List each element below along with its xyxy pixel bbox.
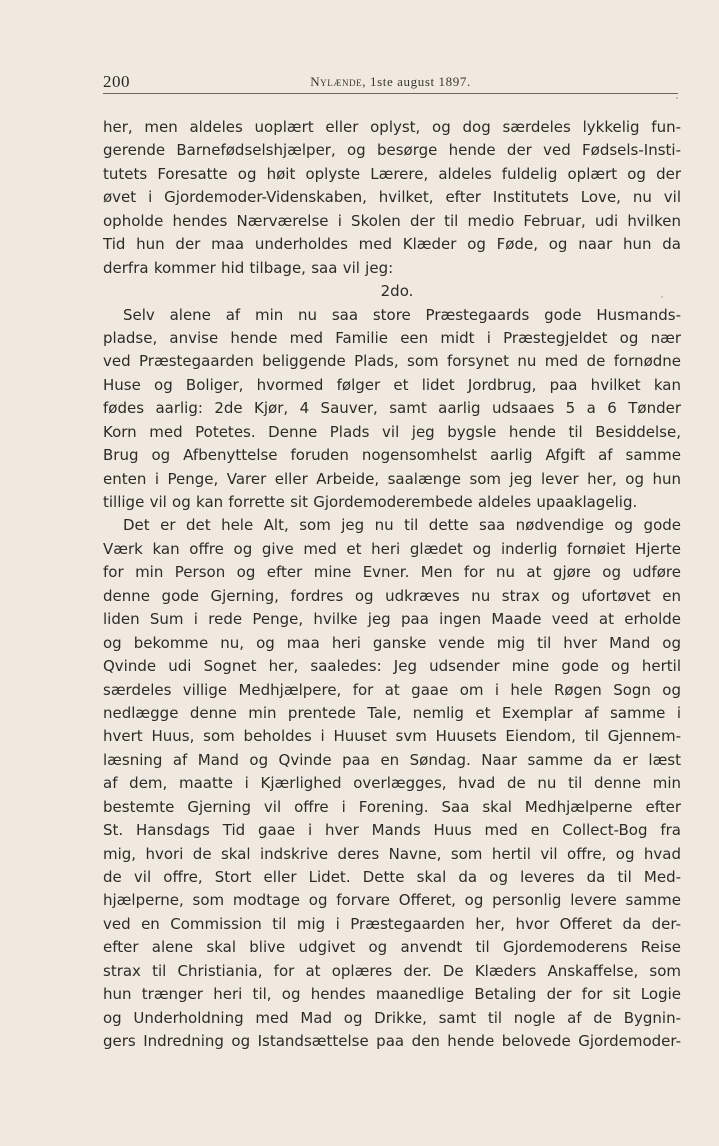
text-line: gerende Barnefødselshjælper, og besørge hende der ved Fødsels-Insti- bbox=[103, 141, 681, 160]
text-line: Brug og Afbenyttelse foruden nogensomhelst aarlig Afgift af samme bbox=[103, 446, 681, 465]
text-line: bestemte Gjerning vil offre i Forening. Saa skal Medhjælperne efter bbox=[103, 797, 681, 816]
text-line: efter alene skal blive udgivet og anvendt til Gjordemoderens Reise bbox=[103, 938, 681, 957]
text-line: læsning af Mand og Qvinde paa en Søndag. Naar samme da er læst bbox=[103, 750, 681, 769]
text-line: denne gode Gjerning, fordres og udkræves nu strax og ufortøvet en bbox=[103, 586, 681, 605]
text-line: fødes aarlig: 2de Kjør, 4 Sauver, samt aarlig udsaaes 5 a 6 Tønder bbox=[103, 399, 681, 418]
text-line: liden Sum i rede Penge, hvilke jeg paa ingen Maade veed at erholde bbox=[103, 610, 681, 629]
text-line: af dem, maatte i Kjærlighed overlægges, hvad de nu til denne min bbox=[103, 774, 681, 793]
section-heading: 2do. bbox=[380, 282, 414, 301]
publication-name: Nylænde, bbox=[310, 74, 367, 89]
body-text bbox=[103, 116, 681, 1054]
publication-date: 1ste august 1897. bbox=[366, 74, 471, 89]
paper-speck bbox=[661, 296, 663, 298]
text-line: strax til Christiania, for at oplæres der. De Klæders Anskaffelse, som bbox=[103, 961, 681, 980]
text-line: opholde hendes Nærværelse i Skolen der til medio Februar, udi hvilken bbox=[103, 211, 681, 230]
running-title bbox=[103, 74, 678, 90]
text-line: for min Person og efter mine Evner. Men for nu at gjøre og udføre bbox=[103, 563, 681, 582]
text-line: mig, hvori de skal indskrive deres Navne, som hertil vil offre, og hvad bbox=[103, 844, 681, 863]
text-line: St. Hansdags Tid gaae i hver Mands Huus med en Collect-Bog fra bbox=[103, 821, 681, 840]
text-line: og Underholdning med Mad og Drikke, samt til nogle af de Bygnin- bbox=[103, 1008, 681, 1027]
text-line: og bekomme nu, og maa heri ganske vende mig til hver Mand og bbox=[103, 633, 681, 652]
text-line: Selv alene af min nu saa store Præstegaards gode Husmands- bbox=[123, 305, 681, 324]
text-line: ved en Commission til mig i Præstegaarden her, hvor Offeret da der- bbox=[103, 914, 681, 933]
text-line: enten i Penge, Varer eller Arbeide, saalænge som jeg lever her, og hun bbox=[103, 469, 681, 488]
text-line: Qvinde udi Sognet her, saaledes: Jeg udsender mine gode og hertil bbox=[103, 657, 681, 676]
text-line: Korn med Potetes. Denne Plads vil jeg bygsle hende til Besiddelse, bbox=[103, 422, 681, 441]
text-line: pladse, anvise hende med Familie een midt i Præstegjeldet og nær bbox=[103, 328, 681, 347]
text-line: øvet i Gjordemoder-Videnskaben, hvilket, efter Institutets Love, nu vil bbox=[103, 188, 681, 207]
text-line: her, men aldeles uoplært eller oplyst, og dog særdeles lykkelig fun- bbox=[103, 118, 681, 136]
text-line: tutets Foresatte og høit oplyste Lærere, aldeles fuldelig oplært og der bbox=[103, 164, 681, 183]
page-number: 200 bbox=[103, 72, 130, 91]
text-line: de vil offre, Stort eller Lidet. Dette skal da og leveres da til Med- bbox=[103, 868, 681, 886]
text-line: særdeles villige Medhjælpere, for at gaae om i hele Røgen Sogn og bbox=[103, 680, 681, 699]
text-line: tillige vil og kan forrette sit Gjordemoderembede aldeles upaaklagelig. bbox=[103, 493, 638, 511]
text-line: derfra kommer hid tilbage, saa vil jeg: bbox=[103, 258, 394, 277]
text-line: Tid hun der maa underholdes med Klæder og Føde, og naar hun da bbox=[103, 235, 681, 254]
text-line: hvert Huus, som beholdes i Huuset svm Huusets Eiendom, til Gjennem- bbox=[103, 727, 681, 746]
text-line: ved Præstegaarden beliggende Plads, som forsynet nu med de fornødne bbox=[103, 352, 681, 371]
text-line: Det er det hele Alt, som jeg nu til dette saa nødvendige og gode bbox=[123, 516, 681, 535]
header-rule bbox=[103, 93, 678, 94]
text-line: hjælperne, som modtage og forvare Offeret, og personlig levere samme bbox=[103, 891, 681, 910]
text-line: hun trænger heri til, og hendes maanedlige Betaling der for sit Logie bbox=[103, 985, 681, 1004]
text-line: Værk kan offre og give med et heri glædet og inderlig fornøiet Hjerte bbox=[103, 539, 681, 558]
text-line: nedlægge denne min prentede Tale, nemlig et Exemplar af samme i bbox=[103, 703, 681, 722]
paper-speck bbox=[676, 97, 678, 99]
text-line: gers Indredning og Istandsættelse paa den hende belovede Gjordemoder- bbox=[103, 1032, 681, 1051]
text-line: Huse og Boliger, hvormed følger et lidet Jordbrug, paa hvilket kan bbox=[103, 375, 681, 394]
